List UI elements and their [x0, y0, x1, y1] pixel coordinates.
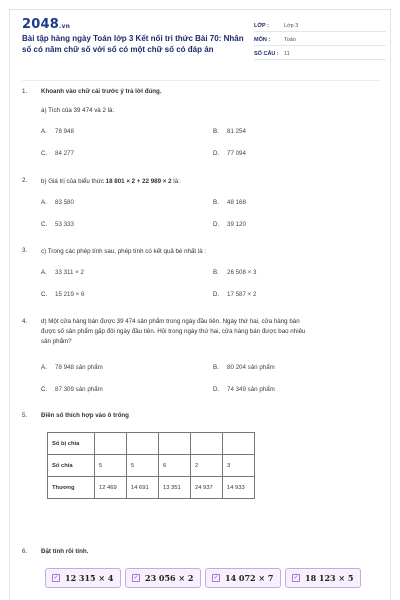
checkbox-icon[interactable]: ✓ — [213, 575, 219, 581]
section-title: Điền số thích hợp vào ô trống — [41, 412, 129, 419]
question-number: 3. — [22, 247, 28, 254]
table-cell-blank[interactable] — [95, 433, 127, 455]
meta-value: Toán — [284, 37, 296, 43]
question-number: 2. — [22, 177, 28, 184]
header-divider — [22, 80, 380, 81]
section-number: 1. — [22, 88, 28, 95]
table-cell: 24 937 — [191, 477, 223, 499]
option-b-C[interactable]: C. 53 333 — [41, 221, 74, 228]
table-row — [48, 433, 255, 455]
option-d-A[interactable]: A. 78 948 sản phẩm — [41, 364, 103, 371]
question-line: sản phẩm? — [41, 338, 72, 345]
option-value: 53 333 — [55, 221, 74, 228]
option-a-C[interactable]: C. 84 277 — [41, 150, 74, 157]
option-value: 78 948 — [55, 128, 74, 135]
option-value: 17 587 × 2 — [227, 291, 257, 298]
option-value: 15 219 × 6 — [55, 291, 85, 298]
table-cell-blank[interactable] — [127, 433, 159, 455]
option-d-B[interactable]: B. 80 204 sản phẩm — [213, 364, 275, 371]
table-cell: 12 469 — [95, 477, 127, 499]
meta-value: 11 — [284, 51, 290, 57]
option-a-A[interactable]: A. 78 948 — [41, 128, 74, 135]
option-b-D[interactable]: D. 39 120 — [213, 221, 246, 228]
table-cell: 6 — [159, 455, 191, 477]
table-cell-blank[interactable] — [223, 433, 255, 455]
meta-row-subject — [254, 32, 386, 46]
table-cell-blank[interactable] — [191, 433, 223, 455]
section-title: Khoanh vào chữ cái trước ý trả lời đúng. — [41, 88, 162, 95]
option-value: 26 508 × 3 — [227, 269, 257, 276]
question-text-post: là: — [171, 178, 180, 185]
checkbox-icon[interactable]: ✓ — [133, 575, 139, 581]
table-header: Số bị chia — [48, 433, 95, 455]
option-value: 87 309 sản phẩm — [55, 386, 103, 393]
table-cell-blank[interactable] — [159, 433, 191, 455]
option-value: 77 094 — [227, 150, 246, 157]
table-cell: 13 351 — [159, 477, 191, 499]
option-value: 78 948 sản phẩm — [55, 364, 103, 371]
table-cell: 2 — [191, 455, 223, 477]
option-c-A[interactable]: A. 33 311 × 2 — [41, 269, 84, 276]
option-b-A[interactable]: A. 83 580 — [41, 199, 74, 206]
section-number: 5. — [22, 412, 28, 419]
section-number: 6. — [22, 548, 28, 555]
meta-label: SỐ CÂU : — [254, 51, 279, 57]
option-value: 83 580 — [55, 199, 74, 206]
option-c-C[interactable]: C. 15 219 × 6 — [41, 291, 85, 298]
option-d-C[interactable]: C. 87 309 sản phẩm — [41, 386, 103, 393]
option-a-D[interactable]: D. 77 094 — [213, 150, 246, 157]
table-cell: 14 933 — [223, 477, 255, 499]
table-cell: 14 691 — [127, 477, 159, 499]
worksheet-page — [9, 9, 391, 600]
meta-row-count — [254, 46, 386, 60]
meta-value: Lớp 3 — [284, 23, 299, 29]
calc-expression: 23 056 × 2 — [145, 573, 194, 583]
question-number: 4. — [22, 318, 28, 325]
checkbox-icon[interactable]: ✓ — [293, 575, 299, 581]
question-c-text: c) Trong các phép tính sau, phép tính có kết quả bé nhất là : — [41, 248, 207, 255]
logo-suffix: .vn — [58, 23, 71, 30]
question-d-text — [41, 317, 386, 347]
question-b-text — [41, 177, 180, 187]
section-title: Đặt tính rồi tính. — [41, 548, 89, 555]
meta-label: MÔN : — [254, 37, 271, 43]
option-value: 33 311 × 2 — [55, 269, 84, 276]
option-value: 48 168 — [227, 199, 246, 206]
table-cell: 5 — [95, 455, 127, 477]
question-text-pre: b) Giá trị của biểu thức — [41, 178, 106, 185]
option-c-D[interactable]: D. 17 587 × 2 — [213, 291, 257, 298]
table-header: Thương — [48, 477, 95, 499]
table-cell: 3 — [223, 455, 255, 477]
calc-item-3[interactable] — [205, 568, 281, 588]
option-value: 39 120 — [227, 221, 246, 228]
worksheet-meta — [254, 18, 386, 60]
table-cell: 5 — [127, 455, 159, 477]
calc-item-2[interactable] — [125, 568, 201, 588]
checkbox-icon[interactable]: ✓ — [53, 575, 59, 581]
question-a-text: a) Tích của 39 474 và 2 là: — [41, 107, 115, 114]
calc-expression: 12 315 × 4 — [65, 573, 114, 583]
option-value: 74 349 sản phẩm — [227, 386, 275, 393]
option-value: 81 254 — [227, 128, 246, 135]
option-value: 80 204 sản phẩm — [227, 364, 275, 371]
calc-expression: 18 123 × 5 — [305, 573, 354, 583]
calc-item-4[interactable] — [285, 568, 361, 588]
meta-row-grade — [254, 18, 386, 32]
worksheet-title: Bài tập hàng ngày Toán lớp 3 Kết nối tri thức Bài 70: Nhân số có năm chữ số với số có một chữ số có đáp án — [22, 34, 244, 54]
logo-text: 2048 — [22, 17, 59, 32]
question-line: được số sản phẩm gấp đôi ngày đầu tiên. Hỏi trong ngày thứ hai, cửa hàng bán được bao nhiêu — [41, 328, 306, 335]
calc-expression: 14 072 × 7 — [225, 573, 274, 583]
site-logo[interactable] — [22, 17, 70, 32]
question-expression: 18 801 × 2 + 22 989 × 2 — [105, 178, 172, 185]
meta-label: LỚP : — [254, 23, 269, 29]
option-b-B[interactable]: B. 48 168 — [213, 199, 246, 206]
option-value: 84 277 — [55, 150, 74, 157]
fill-in-table — [47, 432, 255, 499]
question-line: d) Một cửa hàng bán được 39 474 sản phẩm trong ngày đầu tiên. Ngày thứ hai, cửa hàng bán — [41, 318, 300, 325]
option-d-D[interactable]: D. 74 349 sản phẩm — [213, 386, 275, 393]
option-c-B[interactable]: B. 26 508 × 3 — [213, 269, 257, 276]
option-a-B[interactable]: B. 81 254 — [213, 128, 246, 135]
table-row — [48, 455, 255, 477]
calc-item-1[interactable] — [45, 568, 121, 588]
table-header: Số chia — [48, 455, 95, 477]
table-row — [48, 477, 255, 499]
